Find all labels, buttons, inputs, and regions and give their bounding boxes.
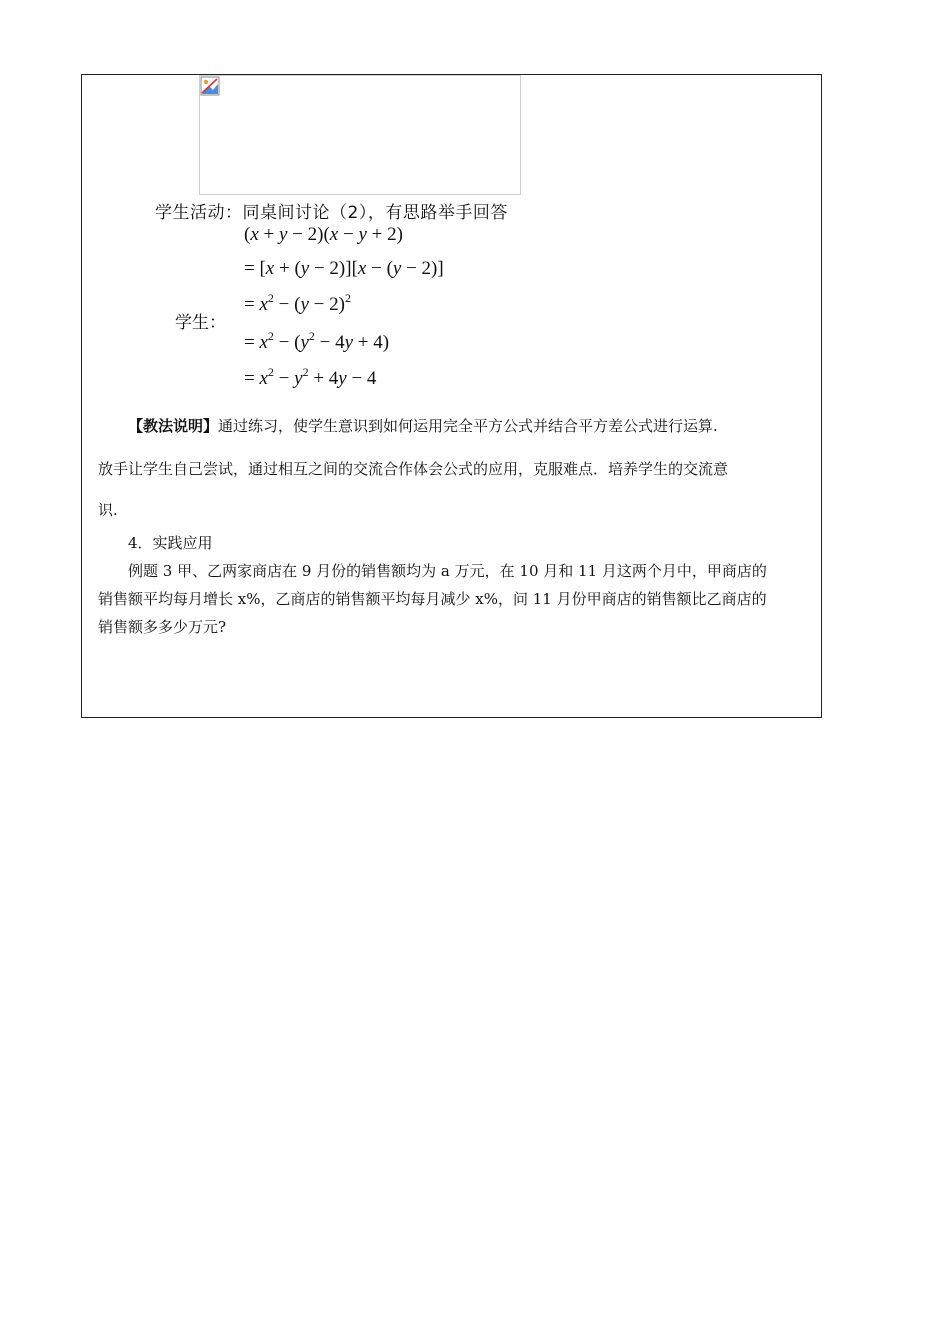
math-line-4: = $x^2 - (y^2 - 4y + 4)$ — [244, 329, 390, 353]
example-line-1: 例题 3 甲、乙两家商店在 9 月份的销售额均为 a 万元，在 10 月和 11 月这两个月中，甲商店的 — [128, 562, 767, 580]
example-line-3: 销售额多多少万元? — [98, 618, 227, 636]
teaching-note-label: 【教法说明】 — [128, 417, 219, 435]
section-heading: 4．实践应用 — [128, 534, 213, 552]
example-line-2: 销售额平均每月增长 x%，乙商店的销售额平均每月减少 x%，问 11 月份甲商店的销售额比乙商店的 — [98, 590, 767, 608]
teaching-note-line-1: 【教法说明】通过练习，使学生意识到如何运用完全平方公式并结合平方差公式进行运算. — [128, 417, 718, 435]
teaching-note-line-3: 识. — [98, 501, 118, 519]
math-line-5: = $x^2 - y^2 + 4y - 4$ — [244, 365, 377, 389]
broken-image-icon — [200, 76, 220, 96]
student-label: 学生： — [175, 313, 226, 333]
image-placeholder — [199, 75, 521, 195]
teaching-note-line-2: 放手让学生自己尝试，通过相互之间的交流合作体会公式的应用，克服难点．培养学生的交流意 — [98, 460, 729, 478]
student-activity: 学生活动：同桌间讨论（2），有思路举手回答 — [155, 203, 508, 223]
math-line-3: = $x^2 - (y - 2)^2$ — [244, 291, 351, 315]
math-line-2: = [x + (y − 2)][x − (y − 2)] — [244, 258, 444, 279]
math-line-1: (x + y − 2)(x − y + 2) — [244, 224, 403, 245]
